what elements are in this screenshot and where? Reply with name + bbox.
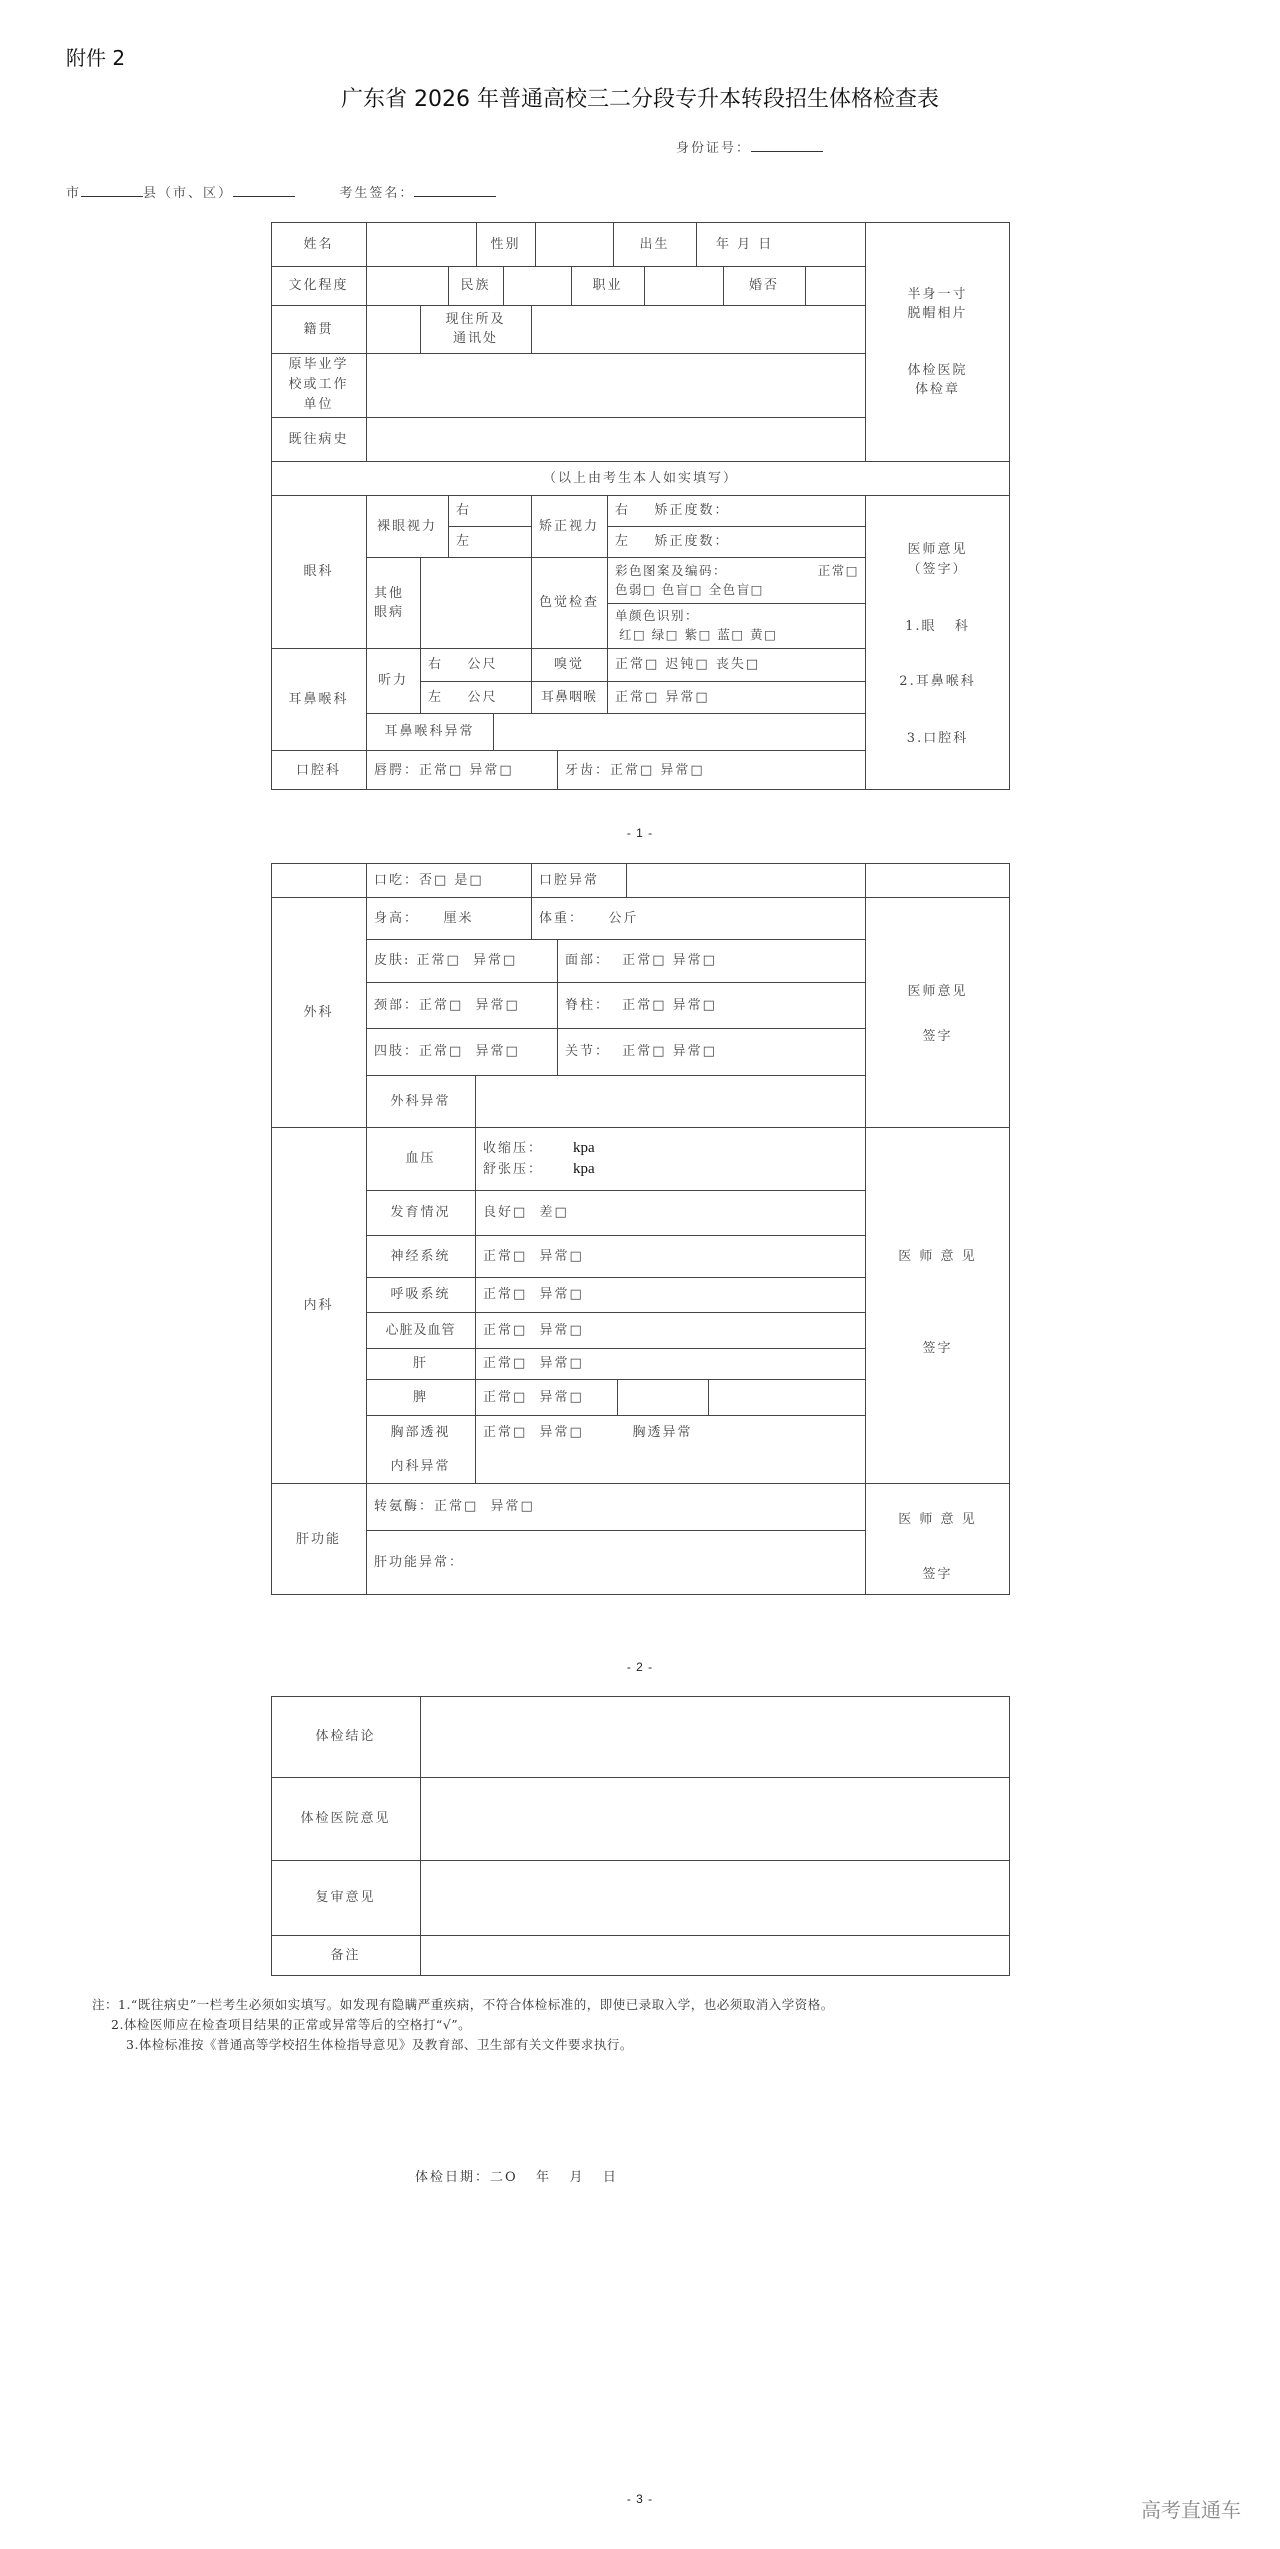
id-number-row xyxy=(676,137,823,156)
left-correction-field[interactable]: 左 矫正度数： xyxy=(615,534,730,549)
medical-history-field[interactable] xyxy=(366,417,865,461)
label-other-eye-disease xyxy=(366,557,420,648)
signature-label: 考生签名： xyxy=(339,186,415,201)
color-pattern-label: 彩色图案及编码： xyxy=(615,563,728,578)
note-1: 注：1.“既往病史”一栏考生必须如实填写。如发现有隐瞒严重疾病，不符合体检标准的，即使已录取入学，也必须取消入学资格。 xyxy=(92,1997,834,2012)
label-ent-abnormal: 耳鼻喉科异常 xyxy=(384,724,475,739)
label-medical-history: 既往病史 xyxy=(288,431,349,447)
respiratory-options[interactable]: 正常□ 异常□ xyxy=(483,1287,584,1302)
mono-color-label: 单颜色识别： xyxy=(615,608,700,623)
other-eye-disease-field[interactable] xyxy=(420,557,531,648)
label-review-opinion: 复审意见 xyxy=(315,1890,376,1905)
id-number-field[interactable] xyxy=(751,137,823,152)
label-occupation: 职业 xyxy=(592,278,623,293)
color-pattern-cell xyxy=(615,561,859,601)
exam-date: 体检日期：二O 年 月 日 xyxy=(415,2170,618,2185)
internal-doctor-sign: 签字 xyxy=(922,1341,953,1356)
label-address-line2: 通讯处 xyxy=(452,331,498,346)
throat-options[interactable]: 正常□ 异常□ xyxy=(615,689,710,705)
label-school xyxy=(271,353,366,417)
chest-abnormal-field[interactable] xyxy=(708,1415,865,1449)
label-address xyxy=(420,305,531,353)
doctor-item-ent: 2.耳鼻喉科 xyxy=(899,674,976,689)
naked-vision-right[interactable]: 右 xyxy=(456,503,472,518)
self-fill-note: （以上由考生本人如实填写） xyxy=(542,470,738,486)
spine-options[interactable]: 脊柱： 正常□ 异常□ xyxy=(565,997,717,1013)
page-number-1: - 1 - xyxy=(626,826,654,840)
label-school-line1: 原毕业学 xyxy=(288,357,349,372)
section-eye: 眼科 xyxy=(303,564,334,579)
label-other-line2: 眼病 xyxy=(374,604,405,620)
location-row xyxy=(66,182,496,201)
label-address-line1: 现住所及 xyxy=(445,312,506,327)
internal-abnormal-field[interactable] xyxy=(475,1449,865,1483)
label-throat: 耳鼻咽喉 xyxy=(540,689,597,705)
cardio-options[interactable]: 正常□ 异常□ xyxy=(483,1322,584,1338)
development-options[interactable]: 良好□ 差□ xyxy=(483,1205,569,1220)
marital-field[interactable] xyxy=(805,266,865,305)
label-chest-abnormal: 胸透异常 xyxy=(632,1424,693,1440)
nervous-options[interactable]: 正常□ 异常□ xyxy=(483,1248,584,1264)
naked-vision-left[interactable]: 左 xyxy=(456,534,472,549)
label-nervous: 神经系统 xyxy=(390,1248,451,1264)
label-name: 姓名 xyxy=(303,236,334,252)
teeth-options[interactable]: 牙齿：正常□ 异常□ xyxy=(565,762,705,778)
city-label: 市 xyxy=(66,186,82,201)
mono-color-cell xyxy=(615,606,859,646)
address-field[interactable] xyxy=(531,305,865,353)
photo-stamp-box xyxy=(865,222,1010,461)
section-oral: 口腔科 xyxy=(295,762,341,778)
photo-line1: 半身一寸 xyxy=(907,286,968,302)
remarks-field[interactable] xyxy=(420,1935,1010,1976)
section-liver-function: 肝功能 xyxy=(295,1531,341,1547)
liver-options[interactable]: 正常□ 异常□ xyxy=(483,1356,584,1371)
bp-fields[interactable] xyxy=(483,1138,853,1180)
photo-line2: 脱帽相片 xyxy=(907,305,968,321)
surgery-doctor-sign: 签字 xyxy=(922,1029,953,1044)
joints-options[interactable]: 关节： 正常□ 异常□ xyxy=(565,1044,717,1059)
color-options-checkboxes[interactable]: 色弱□ 色盲□ 全色盲□ xyxy=(615,582,764,597)
liver-doctor-sign: 签字 xyxy=(922,1567,953,1582)
label-hearing: 听力 xyxy=(377,673,408,688)
name-field[interactable] xyxy=(366,222,476,266)
diastolic-unit: kpa xyxy=(573,1161,595,1177)
diastolic-label: 舒张压： xyxy=(483,1162,544,1177)
right-hearing-field[interactable]: 右 公尺 xyxy=(428,657,498,672)
county-label: 县（市、区） xyxy=(143,186,234,201)
internal-doctor-column xyxy=(865,1127,1010,1483)
label-internal-abnormal: 内科异常 xyxy=(390,1458,451,1474)
surgery-doctor-column xyxy=(865,897,1010,1127)
systolic-label: 收缩压： xyxy=(483,1141,544,1156)
weight-field[interactable]: 体重： 公斤 xyxy=(539,910,639,926)
label-color-vision: 色觉检查 xyxy=(538,595,599,610)
gender-field[interactable] xyxy=(535,222,613,266)
skin-options[interactable]: 皮肤: 正常□ 异常□ xyxy=(374,953,518,968)
id-number-label: 身份证号： xyxy=(676,141,752,156)
surgery-doctor-opinion: 医师意见 xyxy=(907,984,968,999)
school-field[interactable] xyxy=(366,353,865,417)
color-normal-checkbox[interactable]: 正常□ xyxy=(817,563,859,578)
label-gender: 性别 xyxy=(490,236,521,252)
education-field[interactable] xyxy=(366,266,448,305)
label-school-line3: 单位 xyxy=(303,397,334,412)
hospital-opinion-field[interactable] xyxy=(420,1777,1010,1860)
oral-abnormal-field[interactable] xyxy=(626,863,865,897)
internal-doctor-opinion: 医 师 意 见 xyxy=(898,1249,977,1264)
mono-color-checkboxes[interactable]: 红□ 绿□ 紫□ 蓝□ 黄□ xyxy=(619,627,778,642)
attachment-label: 附件 2 xyxy=(66,46,126,70)
label-bp: 血压 xyxy=(405,1151,436,1166)
doctor-item-eye: 1.眼 科 xyxy=(905,619,970,634)
liver-abnormal-field[interactable]: 肝功能异常： xyxy=(374,1555,465,1570)
spleen-options[interactable]: 正常□ 异常□ xyxy=(483,1389,584,1405)
stutter-options[interactable]: 口吃：否□ 是□ xyxy=(374,872,484,888)
lips-options[interactable]: 唇腭：正常□ 异常□ xyxy=(374,762,514,778)
doctor-item-oral: 3.口腔科 xyxy=(906,731,969,746)
label-surgery-abnormal: 外科异常 xyxy=(390,1093,451,1109)
liver-doctor-opinion: 医 师 意 见 xyxy=(898,1512,977,1527)
label-chest-xray: 胸部透视 xyxy=(390,1424,451,1440)
occupation-field[interactable] xyxy=(644,266,723,305)
label-smell: 嗅觉 xyxy=(553,657,584,672)
label-spleen: 脾 xyxy=(412,1389,428,1405)
birth-date-field[interactable]: 年 月 日 xyxy=(716,236,774,252)
ethnicity-field[interactable] xyxy=(503,266,571,305)
neck-options[interactable]: 颈部：正常□ 异常□ xyxy=(374,997,520,1013)
label-birth: 出生 xyxy=(639,236,670,252)
label-liver: 肝 xyxy=(412,1356,428,1371)
left-hearing-field[interactable]: 左 公尺 xyxy=(428,689,498,705)
label-other-line1: 其他 xyxy=(374,585,405,601)
doctor-opinion-column xyxy=(865,495,1010,790)
page-title: 广东省 2026 年普通高校三二分段专升本转段招生体格检查表 xyxy=(341,87,939,112)
section-internal: 内科 xyxy=(303,1297,334,1313)
label-education: 文化程度 xyxy=(288,278,349,293)
transaminase-options[interactable]: 转氨酶：正常□ 异常□ xyxy=(374,1499,535,1514)
chest-xray-options[interactable]: 正常□ 异常□ xyxy=(483,1424,584,1440)
note-3: 3.体检标准按《普通高等学校招生体检指导意见》及教育部、卫生部有关文件要求执行。 xyxy=(126,2037,633,2052)
page-number-3: - 3 - xyxy=(626,2492,654,2506)
signature-field[interactable] xyxy=(414,182,496,197)
label-oral-abnormal: 口腔异常 xyxy=(539,872,600,888)
label-remarks: 备注 xyxy=(330,1948,361,1963)
label-cardio: 心脏及血管 xyxy=(385,1322,456,1338)
label-hospital-opinion: 体检医院意见 xyxy=(300,1811,391,1826)
liver-doctor-column xyxy=(865,1483,1010,1595)
label-marital: 婚否 xyxy=(748,278,779,293)
label-development: 发育情况 xyxy=(390,1205,451,1220)
watermark-text: 高考直通车 xyxy=(1141,2498,1241,2522)
label-native-place: 籍贯 xyxy=(303,321,334,337)
label-naked-vision: 裸眼视力 xyxy=(376,518,437,534)
city-field[interactable] xyxy=(81,182,143,197)
section-ent: 耳鼻喉科 xyxy=(288,691,349,707)
face-options[interactable]: 面部： 正常□ 异常□ xyxy=(565,953,717,968)
native-place-field[interactable] xyxy=(366,305,420,353)
note-2: 2.体检医师应在检查项目结果的正常或异常等后的空格打“√”。 xyxy=(111,2017,472,2032)
section-surgery: 外科 xyxy=(303,1004,334,1020)
doctor-opinion-label: 医师意见 xyxy=(907,542,968,557)
limbs-options[interactable]: 四肢：正常□ 异常□ xyxy=(374,1044,520,1059)
right-correction-field[interactable]: 右 矫正度数： xyxy=(615,503,730,518)
review-opinion-field[interactable] xyxy=(420,1860,1010,1935)
label-conclusion: 体检结论 xyxy=(315,1729,376,1744)
stamp-line1: 体检医院 xyxy=(907,362,968,378)
height-field[interactable]: 身高： 厘米 xyxy=(374,910,474,926)
label-respiratory: 呼吸系统 xyxy=(390,1287,451,1302)
smell-options[interactable]: 正常□ 迟钝□ 丧失□ xyxy=(615,657,761,672)
stamp-line2: 体检章 xyxy=(914,381,960,397)
label-ethnicity: 民族 xyxy=(460,278,491,293)
surgery-abnormal-field[interactable] xyxy=(475,1075,865,1127)
label-school-line2: 校或工作 xyxy=(288,377,349,392)
conclusion-field[interactable] xyxy=(420,1696,1010,1777)
label-corrected-vision: 矫正视力 xyxy=(538,518,599,534)
page-number-2: - 2 - xyxy=(626,1660,654,1674)
county-field[interactable] xyxy=(233,182,295,197)
systolic-unit: kpa xyxy=(573,1140,595,1156)
doctor-sign-label: （签字） xyxy=(907,562,968,577)
ent-abnormal-field[interactable] xyxy=(493,713,865,750)
